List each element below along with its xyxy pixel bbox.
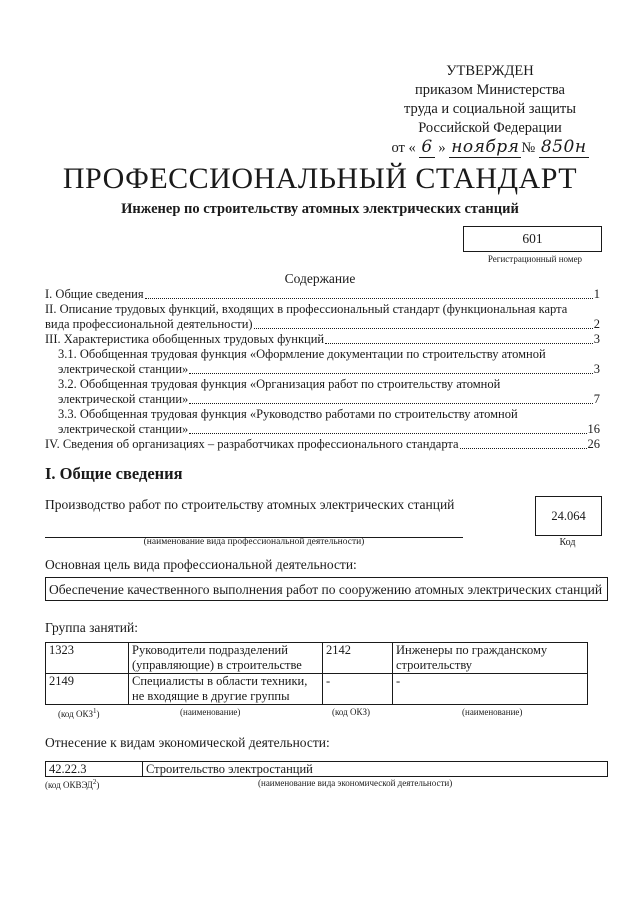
toc-heading: Содержание	[284, 271, 356, 286]
handwritten-order-number: 850н	[540, 137, 587, 157]
okz-code-cell: 2142	[323, 643, 393, 674]
okz-name-caption: (наименование)	[180, 707, 241, 717]
occupation-group-label: Группа занятий:	[45, 620, 138, 635]
okz-code-cell: 2149	[46, 674, 129, 705]
activity-name: Производство работ по строительству атомных электрических станций	[45, 497, 455, 512]
number-sign: №	[521, 140, 536, 156]
table-row	[46, 674, 588, 705]
toc-leader	[145, 298, 593, 299]
toc-item	[45, 332, 600, 347]
okz-name-cell: Специалисты в области техники, не входящие в другие группы	[129, 674, 323, 705]
approval-line: приказом Министерства	[415, 82, 565, 98]
okz-name-cell: -	[393, 674, 588, 705]
date-mid: »	[438, 140, 446, 156]
caption-text: (код ОКВЭД	[45, 780, 93, 790]
okved-label: Отнесение к видам экономической деятельности:	[45, 735, 330, 750]
okz-name-cell: Инженеры по гражданскому строительству	[393, 643, 588, 674]
occupation-table	[45, 642, 588, 705]
toc-item-text: III. Характеристика обобщенных трудовых функций	[45, 332, 325, 346]
okved-name-caption: (наименование вида экономической деятельности)	[258, 778, 453, 788]
table-of-contents	[45, 287, 600, 452]
approval-block	[380, 62, 600, 158]
okved-code-cell: 42.22.3	[46, 762, 143, 777]
toc-item-text: электрической станции»	[58, 422, 189, 436]
toc-item-text: IV. Сведения об организациях – разработчиках профессионального стандарта	[45, 437, 459, 451]
toc-item-text: вида профессиональной деятельности)	[45, 317, 253, 331]
date-prefix: от «	[391, 140, 416, 156]
toc-item-text: 3.2. Обобщенная трудовая функция «Организация работ по строительству атомной	[58, 377, 501, 391]
activity-caption: (наименование вида профессиональной деятельности)	[143, 537, 365, 547]
toc-leader	[189, 373, 592, 374]
toc-item	[45, 302, 600, 332]
okz-name-caption: (наименование)	[462, 707, 523, 717]
toc-leader	[325, 343, 593, 344]
okz-code-cell: -	[323, 674, 393, 705]
table-row	[46, 762, 608, 777]
okved-code-caption	[45, 778, 99, 790]
okz-code-cell: 1323	[46, 643, 129, 674]
toc-leader	[189, 403, 592, 404]
toc-item-page: 1	[593, 287, 600, 301]
registration-number-box: 601	[463, 226, 602, 252]
registration-number-caption: Регистрационный номер	[487, 254, 583, 264]
toc-item	[45, 287, 600, 302]
activity-code-box: 24.064	[535, 496, 602, 536]
handwritten-day: 6	[421, 137, 433, 157]
document-title: ПРОФЕССИОНАЛЬНЫЙ СТАНДАРТ	[62, 162, 578, 195]
okz-code-caption	[58, 707, 100, 719]
toc-item	[45, 437, 600, 452]
toc-item-page: 2	[593, 317, 600, 331]
toc-item-page: 26	[587, 437, 600, 451]
handwritten-month: ноября	[451, 137, 520, 157]
toc-item-text: I. Общие сведения	[45, 287, 144, 301]
caption-text: )	[96, 780, 100, 790]
toc-item-text: электрической станции»	[58, 392, 189, 406]
toc-leader	[189, 433, 586, 434]
document-subtitle: Инженер по строительству атомных электрических станций	[121, 201, 519, 217]
okved-name-cell: Строительство электростанций	[143, 762, 608, 777]
toc-item-page: 3	[593, 332, 600, 346]
toc-item	[45, 407, 600, 437]
toc-item-page: 16	[587, 422, 600, 436]
goal-label: Основная цель вида профессиональной деятельности:	[45, 557, 357, 572]
toc-leader	[460, 448, 587, 449]
table-row	[46, 643, 588, 674]
toc-item-text: 3.1. Обобщенная трудовая функция «Оформление документации по строительству атомной	[58, 347, 546, 361]
approval-line: Российской Федерации	[418, 120, 562, 136]
toc-item-text: электрической станции»	[58, 362, 189, 376]
approval-date-line	[380, 138, 600, 158]
toc-item-text: II. Описание трудовых функций, входящих в профессиональный стандарт (функциональная карта	[45, 302, 568, 316]
caption-text: )	[96, 709, 100, 719]
approval-line: труда и социальной защиты	[404, 101, 576, 117]
okved-table	[45, 761, 608, 777]
goal-value: Обеспечение качественного выполнения работ по сооружению атомных электрических станций	[45, 577, 608, 601]
toc-item-page: 3	[593, 362, 600, 376]
toc-item-page: 7	[593, 392, 600, 406]
caption-text: (код ОКЗ	[58, 709, 93, 719]
footnote-mark: 2	[92, 778, 97, 786]
toc-item	[45, 377, 600, 407]
approval-title: УТВЕРЖДЕН	[446, 63, 534, 79]
activity-code-caption: Код	[559, 537, 576, 548]
toc-item-text: 3.3. Обобщенная трудовая функция «Руководство работами по строительству атомной	[58, 407, 518, 421]
section-heading: I. Общие сведения	[45, 464, 183, 483]
okz-name-cell: Руководители подразделений (управляющие) в строительстве	[129, 643, 323, 674]
okz-code-caption: (код ОКЗ)	[332, 707, 370, 717]
toc-item	[45, 347, 600, 377]
toc-leader	[254, 328, 593, 329]
footnote-mark: 1	[93, 707, 97, 715]
